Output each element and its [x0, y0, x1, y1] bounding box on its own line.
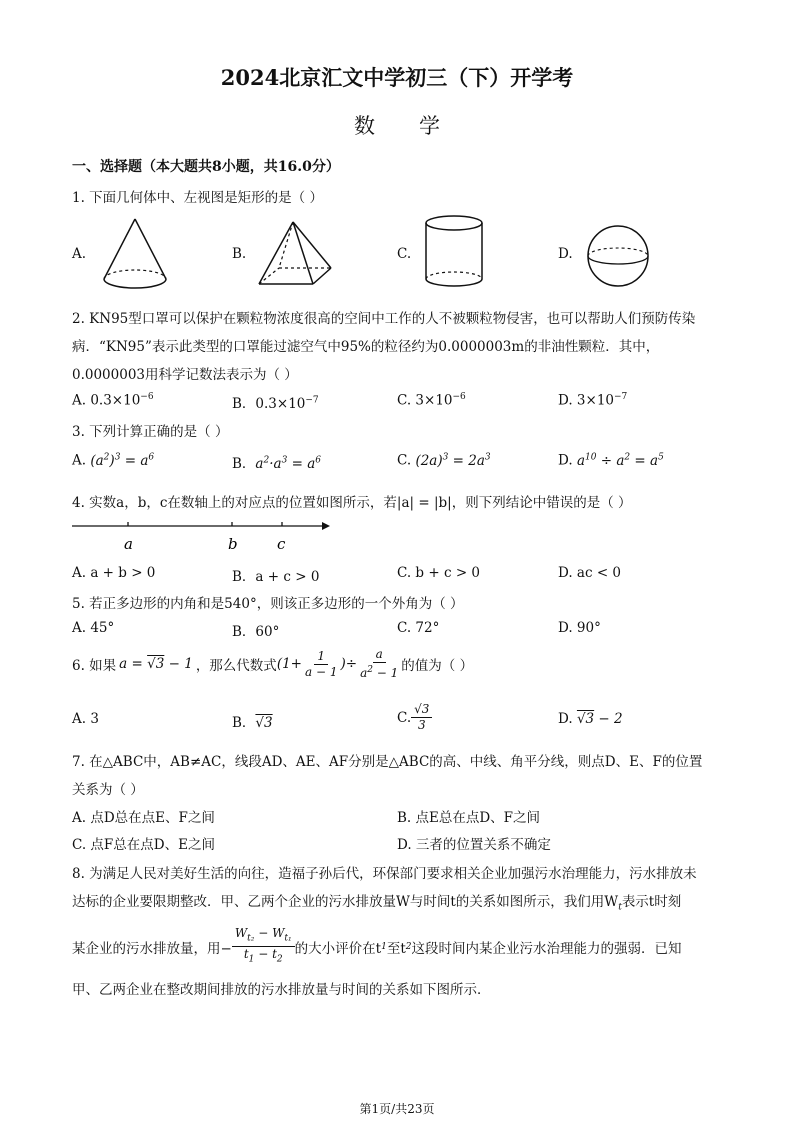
sphere-figure: [583, 223, 653, 289]
question-3-stem: 3. 下列计算正确的是（ ）: [72, 424, 229, 440]
question-7-line-1: 7. 在△ABC中，AB≠AC，线段AD、AE、AF分别是△ABC的高、中线、角平分线，则点D、E、F的位置: [72, 754, 703, 770]
q3-option-a: A. $(a^2)^3 = a^6$: [72, 452, 155, 469]
q2-option-d: D. $3\times 10^{-7}$: [558, 392, 628, 409]
q7-option-a: A. 点D总在点E、F之间: [72, 810, 215, 826]
question-4-stem: 4. 实数a，b，c在数轴上的对应点的位置如图所示，若|a| = |b|，则下列结论中错误的是（ ）: [72, 495, 632, 511]
q5-option-a: A. 45°: [72, 620, 115, 636]
q4-option-d: D. ac < 0: [558, 565, 622, 581]
q2-option-b: B．$0.3\times 10^{-7}$: [232, 395, 319, 412]
q5-option-b: B．60°: [232, 624, 280, 640]
q1-option-a-label: A.: [72, 246, 87, 262]
cylinder-figure: [420, 213, 488, 293]
pyramid-figure: [255, 218, 335, 290]
q3-option-c: C. $(2a)^3 = 2a^3$: [397, 452, 491, 469]
question-7-line-2: 关系为（ ）: [72, 782, 144, 798]
point-c-label: c: [277, 535, 286, 553]
q7-option-c: C. 点F总在点D、E之间: [72, 837, 215, 853]
cone-figure: [100, 215, 170, 290]
q1-option-c-label: C.: [397, 246, 412, 262]
subject-heading: 数学: [354, 114, 484, 138]
q5-option-c: C. 72°: [397, 620, 440, 636]
q4-option-a: A. a + b > 0: [72, 565, 156, 581]
q7-option-b: B. 点E总在点D、F之间: [397, 810, 541, 826]
q4-option-b: B．a + c > 0: [232, 569, 320, 585]
page-footer: 第1页/共23页: [359, 1102, 435, 1116]
question-8-line-4: 甲、乙两企业在整改期间排放的污水排放量与时间的关系如下图所示．: [72, 982, 491, 998]
question-8-line-2: 达标的企业要限期整改．甲、乙两个企业的污水排放量W与时间t的关系如图所示，我们用$W_t$表示t时刻: [72, 894, 682, 913]
q2-option-a: A. $0.3\times 10^{-6}$: [72, 392, 154, 409]
question-8-line-1: 8. 为满足人民对美好生活的向往，造福子孙后代，环保部门要求相关企业加强污水治理能力，污水排放未: [72, 866, 697, 882]
question-2-line-1: 2. KN95型口罩可以保护在颗粒物浓度很高的空间中工作的人不被颗粒物侵害，也可以帮助人们预防传染: [72, 311, 696, 327]
q7-option-d: D. 三者的位置关系不确定: [397, 837, 551, 853]
q2-option-c: C. $3\times 10^{-6}$: [397, 392, 466, 409]
q5-option-d: D. 90°: [558, 620, 601, 636]
question-2-line-3: 0.0000003用科学记数法表示为（ ）: [72, 367, 298, 383]
q1-option-b-label: B.: [232, 246, 247, 262]
q6-option-b: B．√3: [232, 715, 273, 731]
question-6-stem: 6. 如果 a = √3 − 1 ，那么代数式 (1+ $\frac{1}{a - 1}$ )÷ $\frac{a}{a^2 - 1}$ 的值为（ ）: [72, 647, 474, 680]
point-b-label: b: [228, 535, 238, 553]
section-heading: 一、选择题（本大题共8小题，共16.0分）: [72, 159, 340, 175]
point-a-label: a: [124, 535, 133, 553]
question-8-line-3: 某企业的污水排放量，用− $\frac{W_{t_2} - W_{t_1}}{t_1 - t_2}$ 的大小评价在t 1 至t 2 这段时间内某企业污水治理能力的强弱．已知: [72, 926, 682, 965]
question-2-line-2: 病．“KN95”表示此类型的口罩能过滤空气中95%的粒径约为0.0000003m的非油性颗粒．其中，: [72, 339, 660, 355]
q6-option-d: D. √3 − 2: [558, 711, 623, 727]
question-1-stem: 1. 下面几何体中、左视图是矩形的是（ ）: [72, 190, 323, 206]
q4-option-c: C. b + c > 0: [397, 565, 481, 581]
q3-option-d: D. $a^{10} \div a^2 = a^5$: [558, 452, 664, 469]
q1-option-d-label: D.: [558, 246, 573, 262]
number-line-figure: [70, 515, 335, 555]
question-5-stem: 5. 若正多边形的内角和是540°，则该正多边形的一个外角为（ ）: [72, 596, 464, 612]
q6-option-c: C. $\frac{√3}{3}$: [397, 702, 432, 733]
page-title: 2024北京汇文中学初三（下）开学考: [220, 65, 574, 90]
q3-option-b: B．$a^2\cdot a^3 = a^6$: [232, 455, 321, 472]
q6-option-a: A. 3: [72, 711, 99, 727]
